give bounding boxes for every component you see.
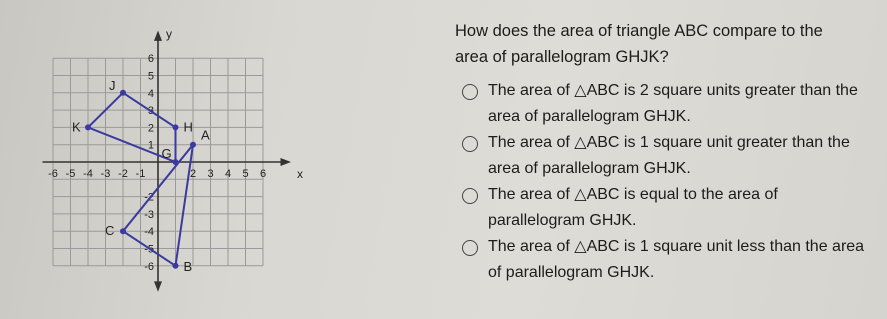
choice-3[interactable] [462, 186, 872, 234]
y-tick-label: -5 [144, 243, 154, 256]
radio-button[interactable] [462, 136, 478, 152]
vertex-label-c: C [105, 223, 115, 239]
vertex-point [120, 90, 126, 96]
y-tick-label: 2 [147, 122, 154, 135]
vertex-label-k: K [72, 119, 81, 135]
choice-1[interactable] [462, 82, 872, 130]
vertex-label-j: J [109, 77, 116, 93]
x-tick-label: -5 [65, 168, 76, 180]
vertex-label-g: G [161, 146, 172, 161]
vertex-point [173, 124, 179, 130]
x-tick-label: 5 [242, 168, 249, 180]
y-tick-label: 5 [147, 70, 154, 83]
y-tick-label: -2 [144, 191, 154, 204]
x-tick-label: -3 [100, 168, 111, 180]
y-tick-label: -4 [144, 226, 154, 239]
choice-4[interactable] [462, 238, 872, 286]
x-tick-label: 2 [189, 168, 197, 180]
y-tick-label: 6 [147, 53, 154, 66]
choice-label: The area of △ABC is 1 square unit greater than the area of parallelogram GHJK. [488, 134, 850, 177]
vertex-label-a: A [201, 127, 210, 143]
radio-button[interactable] [462, 188, 478, 204]
vertex-point [120, 228, 126, 234]
y-tick-label: 4 [147, 87, 154, 100]
x-tick-label: 3 [207, 168, 214, 180]
vertex-point [173, 159, 179, 165]
choice-label: The area of △ABC is equal to the area of parallelogram GHJK. [488, 186, 778, 229]
vertex-label-h: H [183, 119, 193, 135]
y-tick-label: 1 [147, 139, 154, 152]
y-axis-arrow [154, 281, 162, 291]
choice-2[interactable] [462, 134, 872, 182]
vertex-label-b: B [183, 258, 193, 274]
vertex-point [85, 124, 91, 130]
x-tick-label: -2 [118, 168, 128, 180]
x-axis-label: x [297, 167, 303, 181]
choice-label: The area of △ABC is 2 square units greater than the area of parallelogram GHJK. [488, 82, 858, 125]
y-tick-label: -3 [144, 208, 154, 221]
y-axis-label: y [166, 26, 172, 41]
y-axis-arrow [154, 31, 162, 41]
choice-label: The area of △ABC is 1 square unit less than the area of parallelogram GHJK. [488, 238, 865, 281]
y-tick-label: 3 [147, 105, 154, 118]
vertex-point [173, 263, 179, 269]
x-axis-arrow [281, 158, 292, 166]
radio-button[interactable] [462, 240, 478, 256]
x-tick-label: -6 [48, 168, 58, 180]
x-tick-label: 4 [224, 168, 232, 180]
question-text: How does the area of triangle ABC compare to the area of parallelogram GHJK? [455, 22, 823, 66]
x-tick-label: -4 [83, 168, 93, 180]
y-tick-label: -6 [144, 260, 154, 273]
x-tick-label: 6 [259, 168, 267, 180]
vertex-point [190, 142, 196, 148]
radio-button[interactable] [462, 84, 478, 100]
x-tick-label: -1 [135, 168, 146, 180]
